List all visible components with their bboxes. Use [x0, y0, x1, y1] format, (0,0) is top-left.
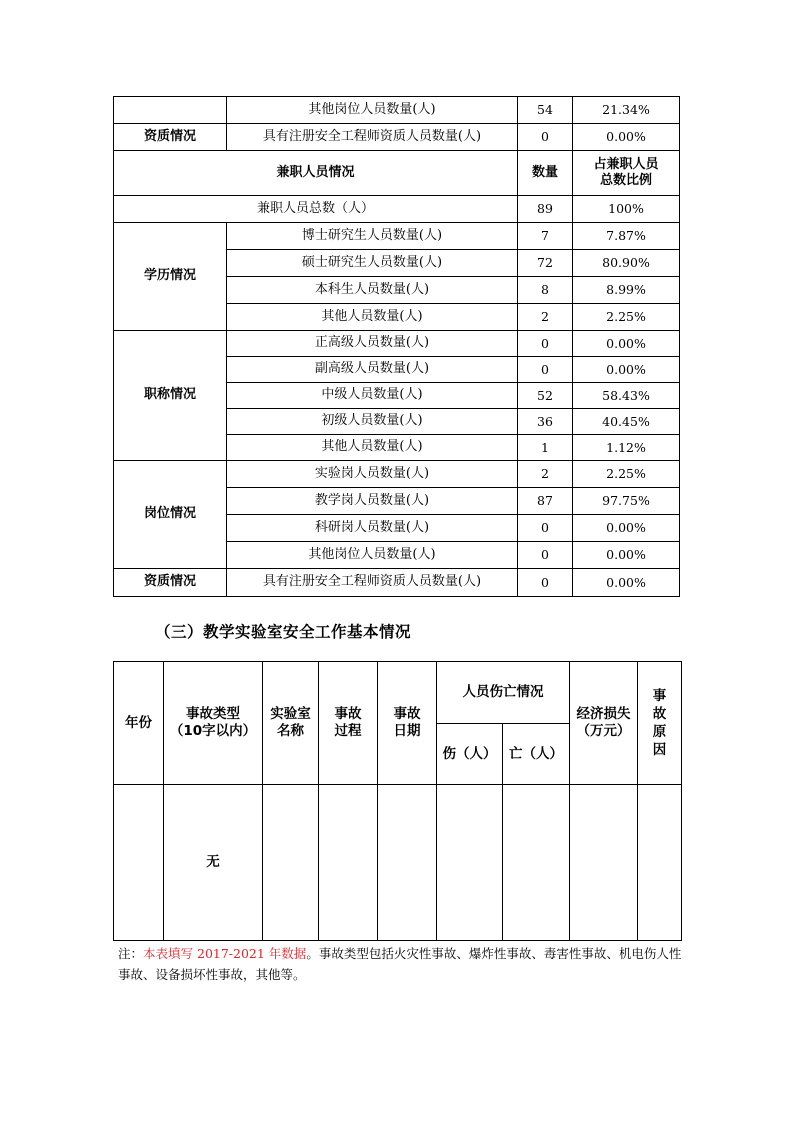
injured-header: 伤（人）: [437, 724, 503, 785]
year-header: 年份: [114, 662, 164, 785]
item-cell: 其他岗位人员数量(人): [227, 542, 518, 569]
process-header-line2: 过程: [334, 723, 362, 739]
process-header-line1: 事故: [334, 706, 362, 723]
pct-cell: 1.12%: [573, 435, 680, 461]
category-cell: 职称情况: [114, 331, 227, 461]
item-cell: 科研岗人员数量(人): [227, 515, 518, 542]
count-cell: 87: [518, 488, 573, 515]
count-cell: 72: [518, 250, 573, 277]
count-cell: 36: [518, 409, 573, 435]
table-row: [114, 569, 680, 597]
item-cell: 博士研究生人员数量(人): [227, 223, 518, 250]
pct-header-line2: 总数比例: [599, 173, 652, 188]
staff-statistics-table: [113, 96, 680, 597]
year-cell: [114, 785, 164, 941]
count-cell: 54: [518, 97, 573, 124]
item-cell: 本科生人员数量(人): [227, 277, 518, 304]
cause-header-char2: 故: [652, 705, 667, 722]
count-cell: 2: [518, 304, 573, 331]
item-cell: 其他岗位人员数量(人): [227, 97, 518, 124]
count-cell: 0: [518, 515, 573, 542]
part-time-header-row: [114, 151, 680, 196]
count-cell: 7: [518, 223, 573, 250]
category-cell-empty: [114, 97, 227, 124]
pct-cell: 2.25%: [573, 461, 680, 488]
pct-header-line1: 占兼职人员: [593, 156, 659, 172]
pct-cell: 100%: [573, 196, 680, 223]
count-cell: 1: [518, 435, 573, 461]
loss-header-line2: （万元）: [576, 723, 631, 739]
lab-header-line2: 名称: [277, 723, 304, 739]
injured-cell: [437, 785, 503, 941]
count-cell: 8: [518, 277, 573, 304]
count-cell: 0: [518, 357, 573, 383]
cause-header-char3: 原: [652, 724, 667, 740]
date-cell: [378, 785, 437, 941]
section-title: （三）教学实验室安全工作基本情况: [155, 623, 412, 641]
item-cell: 初级人员数量(人): [227, 409, 518, 435]
date-header-line2: 日期: [393, 723, 421, 739]
table-row: [114, 97, 680, 124]
pct-cell: 58.43%: [573, 383, 680, 409]
pct-cell: 2.25%: [573, 304, 680, 331]
table-note: [118, 943, 683, 985]
note-highlight: 本表填写 2017-2021 年数据: [143, 946, 307, 961]
pct-header: [573, 151, 680, 196]
pct-cell: 40.45%: [573, 409, 680, 435]
table-row: [114, 461, 680, 488]
category-cell: 资质情况: [114, 124, 227, 151]
count-cell: 2: [518, 461, 573, 488]
loss-cell: [570, 785, 638, 941]
pct-cell: 0.00%: [573, 569, 680, 597]
count-cell: 0: [518, 542, 573, 569]
type-header: [164, 662, 263, 785]
category-cell: 岗位情况: [114, 461, 227, 569]
loss-header: [570, 662, 638, 785]
lab-header-line1: 实验室: [270, 706, 311, 723]
count-cell: 89: [518, 196, 573, 223]
item-cell: 实验岗人员数量(人): [227, 461, 518, 488]
pct-cell: 8.99%: [573, 277, 680, 304]
type-header-line2: （10字以内）: [169, 723, 257, 739]
item-cell: 兼职人员总数（人）: [114, 196, 518, 223]
casualty-header: 人员伤亡情况: [437, 662, 570, 724]
dead-header: 亡（人）: [503, 724, 570, 785]
item-cell: 其他人员数量(人): [227, 304, 518, 331]
item-cell: 正高级人员数量(人): [227, 331, 518, 357]
pct-cell: 0.00%: [573, 124, 680, 151]
pct-cell: 80.90%: [573, 250, 680, 277]
accident-table: [113, 661, 682, 941]
accident-header-row: [114, 662, 682, 724]
item-cell: 硕士研究生人员数量(人): [227, 250, 518, 277]
part-time-title: 兼职人员情况: [114, 151, 518, 196]
pct-cell: 0.00%: [573, 515, 680, 542]
pct-cell: 97.75%: [573, 488, 680, 515]
loss-header-line1: 经济损失: [576, 706, 631, 723]
item-cell: 教学岗人员数量(人): [227, 488, 518, 515]
item-cell: 副高级人员数量(人): [227, 357, 518, 383]
cause-header-char4: 因: [652, 742, 667, 759]
accident-body-row: [114, 785, 682, 941]
item-cell: 其他人员数量(人): [227, 435, 518, 461]
cause-cell: [638, 785, 682, 941]
count-cell: 0: [518, 124, 573, 151]
process-header: [319, 662, 378, 785]
dead-cell: [503, 785, 570, 941]
pct-cell: 7.87%: [573, 223, 680, 250]
total-row: [114, 196, 680, 223]
count-cell: 0: [518, 331, 573, 357]
pct-cell: 21.34%: [573, 97, 680, 124]
category-cell: 资质情况: [114, 569, 227, 597]
cause-header: [638, 662, 682, 785]
count-header: 数量: [518, 151, 573, 196]
item-cell: 具有注册安全工程师资质人员数量(人): [227, 124, 518, 151]
item-cell: 中级人员数量(人): [227, 383, 518, 409]
type-header-line1: 事故类型: [186, 706, 240, 723]
lab-cell: [263, 785, 319, 941]
date-header: [378, 662, 437, 785]
note-prefix: 注：: [118, 946, 144, 961]
cause-header-char1: 事: [652, 687, 667, 704]
pct-cell: 0.00%: [573, 542, 680, 569]
lab-header: [263, 662, 319, 785]
category-cell: 学历情况: [114, 223, 227, 331]
pct-cell: 0.00%: [573, 357, 680, 383]
count-cell: 52: [518, 383, 573, 409]
pct-cell: 0.00%: [573, 331, 680, 357]
table-row: [114, 124, 680, 151]
table-row: [114, 331, 680, 357]
count-cell: 0: [518, 569, 573, 597]
table-row: [114, 223, 680, 250]
note-rest: 。事故类型包括火灾性事故、爆炸性事故、毒害性事故、机电伤人性事故、设备损坏性事故，其他等。: [118, 946, 682, 982]
process-cell: [319, 785, 378, 941]
type-cell: 无: [164, 785, 263, 941]
item-cell: 具有注册安全工程师资质人员数量(人): [227, 569, 518, 597]
date-header-line1: 事故: [393, 706, 421, 723]
